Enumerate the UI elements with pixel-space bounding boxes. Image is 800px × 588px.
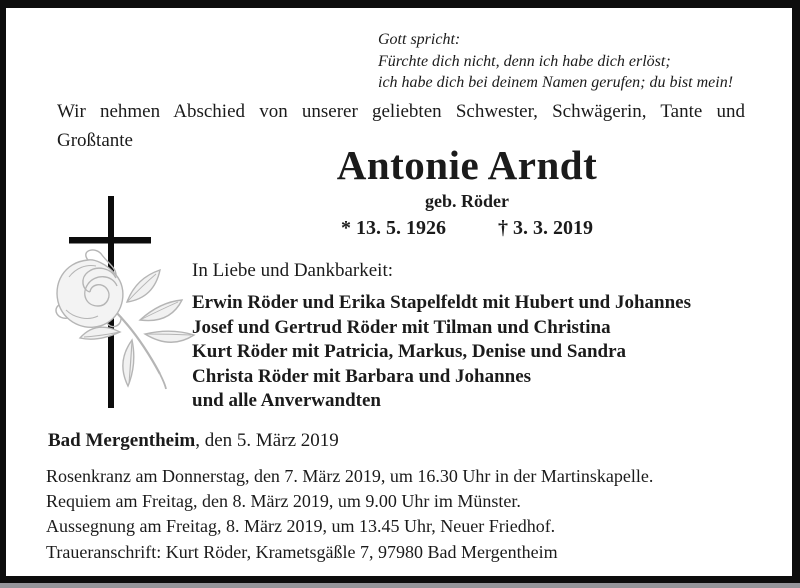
family-line: Erwin Röder und Erika Stapelfeldt mit Hubert und Johannes xyxy=(192,292,692,313)
maiden-name: geb. Röder xyxy=(425,191,509,211)
place-name: Bad Mergentheim xyxy=(48,430,196,451)
memorial-artwork xyxy=(44,192,208,417)
family-intro: In Liebe und Dankbarkeit: xyxy=(192,260,394,281)
date-suffix: , den 5. März 2019 xyxy=(195,430,339,451)
family-line: Kurt Röder mit Patricia, Markus, Denise und Sandra xyxy=(192,341,627,362)
announcement-line: Requiem am Freitag, den 8. März 2019, um 9.00 Uhr im Münster. xyxy=(46,491,521,512)
obituary-notice xyxy=(6,8,792,576)
quote-line: Gott spricht: xyxy=(378,31,461,48)
page-title: Antonie Arndt xyxy=(336,142,598,188)
quote-line: Fürchte dich nicht, denn ich habe dich erlöst; xyxy=(378,52,671,70)
quote-line: ich habe dich bei deinem Namen gerufen; du bist mein! xyxy=(378,74,734,91)
announcement-line: Aussegnung am Freitag, 8. März 2019, um 13.45 Uhr, Neuer Friedhof. xyxy=(46,516,556,537)
family-line: und alle Anverwandten xyxy=(192,390,381,411)
announcements xyxy=(46,464,653,565)
death-date: † 3. 3. 2019 xyxy=(498,217,593,239)
family-line: Josef und Gertrud Röder mit Tilman und Christina xyxy=(192,316,611,338)
family-list xyxy=(192,291,691,414)
farewell-line: Wir nehmen Abschied von unserer geliebten Schwester, Schwägerin, Tante und xyxy=(57,101,745,122)
family-line: Christa Röder mit Barbara und Johannes xyxy=(192,365,532,387)
announcement-line: Rosenkranz am Donnerstag, den 7. März 2019, um 16.30 Uhr in der Martinskapelle. xyxy=(46,466,654,486)
scripture-quote xyxy=(378,29,733,94)
place-date-line xyxy=(48,430,339,452)
life-dates xyxy=(134,217,800,240)
birth-date: * 13. 5. 1926 xyxy=(341,217,446,239)
rose-icon xyxy=(56,250,194,389)
scan-edge-strip xyxy=(0,583,800,588)
announcement-line: Traueranschrift: Kurt Röder, Krametsgäßle 7, 97980 Bad Mergentheim xyxy=(46,541,558,562)
farewell-line: Großtante xyxy=(57,130,133,151)
